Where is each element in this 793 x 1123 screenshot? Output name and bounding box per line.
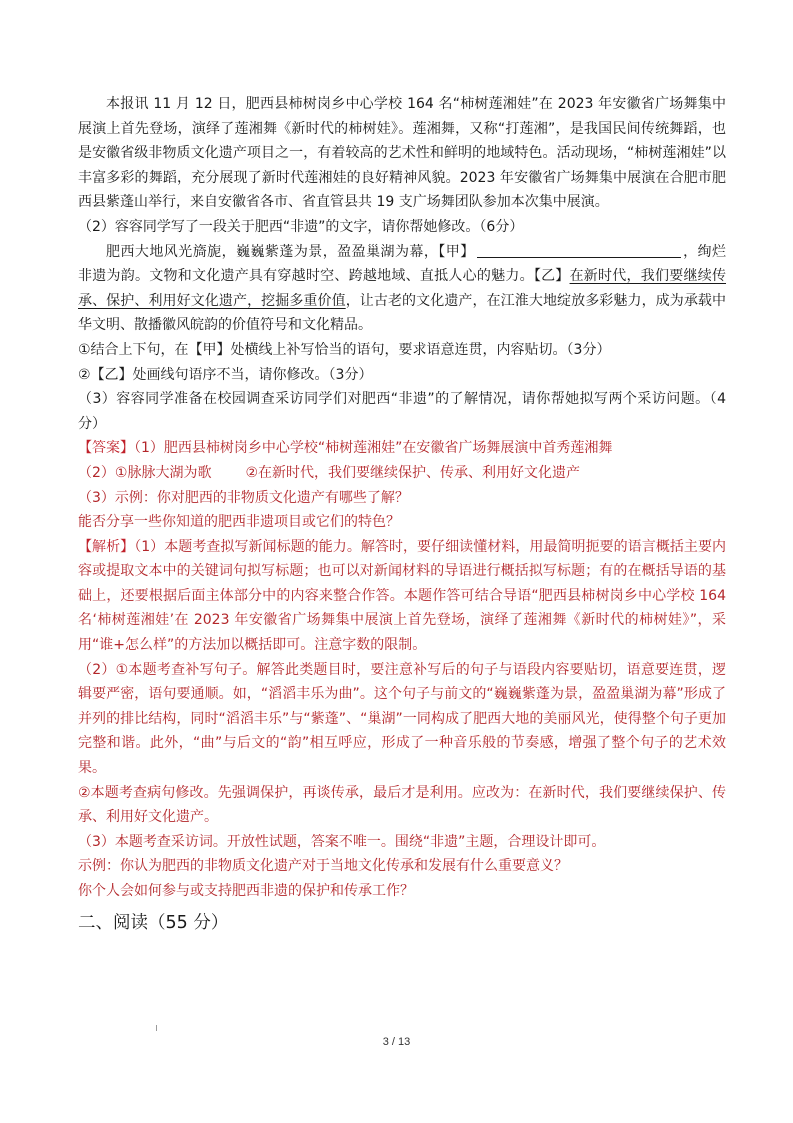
underlined-sentence-yi: 在新时代，我们要继续传承、保护、利用好文化遗产，挖掘多重价值 [78,268,727,309]
analysis-paragraph-1 [78,535,726,658]
q2-passage-part-a: 肥西大地风光旖旎，巍巍紫蓬为景，盈盈巢湖为幕，【甲】 [106,243,475,260]
q2-sub-question-2: ②【乙】处画线句语序不当，请你修改。（3分） [78,366,373,383]
q2-sub-question-1: ①结合上下句，在【甲】处横线上补写恰当的语句，要求语意连贯，内容贴切。（3分） [78,341,611,358]
q3-stem: （3）容容同学准备在校园调查采访同学们对肥西“非遗”的了解情况，请你帮她拟写两个采访问题。（4分） [78,391,726,432]
section-title: 二、阅读（55 分） [78,912,229,933]
answer-line-1 [78,436,726,461]
analysis-paragraph-5: 示例：你认为肥西的非物质文化遗产对于当地文化传承和发展有什么重要意义？ [78,858,568,875]
analysis-paragraph-4: （3）本题考查采访词。开放性试题，答案不唯一。围绕“非遗”主题，合理设计即可。 [78,833,606,850]
analysis-paragraph-3: ②本题考查病句修改。先强调保护，再谈传承，最后才是利用。应改为：在新时代，我们要继续保护、传承、利用好文化遗产。 [78,784,726,826]
q2-passage-part-c: ，让古老的文化遗产，在江淮大地绽放多彩魅力，成为承载中华文明、散播徽风皖韵的价值符号和文化精品。 [78,292,727,334]
analysis-1: （1）本题考查拟写新闻标题的能力。解答时，要仔细读懂材料，用最简明扼要的语言概括主要内容或提取文本中的关键词句拟写标题；也可以对新闻材料的导语进行概括拟写标题；有的在概括导语的基础上，还要根据后面主体部分中的内容来整合作答。本题作答可结合导语“肥西县柿树岗乡中心学校 164 名‘柿树莲湘娃’在 2023 年安徽省广场舞集中展演上首先登场，演绎了莲湘舞《新时代的柿树娃》”，采用“谁+怎么样”的方法加以概括即可。注意字数的限制。 [78,538,727,654]
page-number: 3 / 13 [382,1036,411,1048]
margin-mark [156,1025,157,1031]
q2-stem: （2）容容同学写了一段关于肥西“非遗”的文字，请你帮她修改。（6分） [78,218,524,235]
answer-2-1: （2）①脉脉大湖为歌 [78,464,212,481]
q2-passage-part-b: ，绚烂非遗为韵。文物和文化遗产具有穿越时空、跨越地域、直抵人心的魅力。【乙】 [78,243,727,285]
news-paragraph: 本报讯 11 月 12 日，肥西县柿树岗乡中心学校 164 名“柿树莲湘娃”在 2023 年安徽省广场舞集中展演上首先登场，演绎了莲湘舞《新时代的柿树娃》。莲湘舞，又称“打莲湘”，是我国民间传统舞蹈，也是安徽省级非物质文化遗产项目之一，有着较高的艺术性和鲜明的地域特色。活动现场，“柿树莲湘娃”以丰富多彩的舞蹈，充分展现了新时代莲湘娃的良好精神风貌。2023 年安徽省广场舞集中展演在合肥市肥西县紫蓬山举行，来自安徽省各市、省直管县共 19 支广场舞团队参加本次集中展演。 [78,96,726,211]
analysis-tag: 【解析】 [78,538,135,555]
answer-line-3: （3）示例：你对肥西的非物质文化遗产有哪些了解？ [78,489,409,506]
answer-line-4: 能否分享一些你知道的肥西非遗项目或它们的特色？ [78,514,400,531]
document-body [78,92,726,936]
q2-passage [78,240,726,338]
answer-2-2: ②在新时代，我们要继续保护、传承、利用好文化遗产 [245,464,581,481]
analysis-paragraph-2: （2）①本题考查补写句子。解答此类题目时，要注意补写后的句子与语段内容要贴切，语意要连贯，逻辑要严密，语句要通顺。如，“滔滔丰乐为曲”。这个句子与前文的“巍巍紫蓬为景，盈盈巢湖为幕”形成了并列的排比结构，同时“滔滔丰乐”与“紫蓬”、“巢湖”一同构成了肥西大地的美丽风光，使得整个句子更加完整和谐。此外，“曲”与后文的“韵”相互呼应，形成了一种音乐般的节奏感，增强了整个句子的艺术效果。 [78,661,726,777]
analysis-paragraph-6: 你个人会如何参与或支持肥西非遗的保护和传承工作？ [78,883,414,899]
answer-tag: 【答案】 [78,440,134,457]
fill-in-blank-jia[interactable] [477,243,681,258]
answer-line-2 [78,461,726,486]
answer-1: （1）肥西县柿树岗乡中心学校“柿树莲湘娃”在安徽省广场舞展演中首秀莲湘舞 [134,440,613,457]
